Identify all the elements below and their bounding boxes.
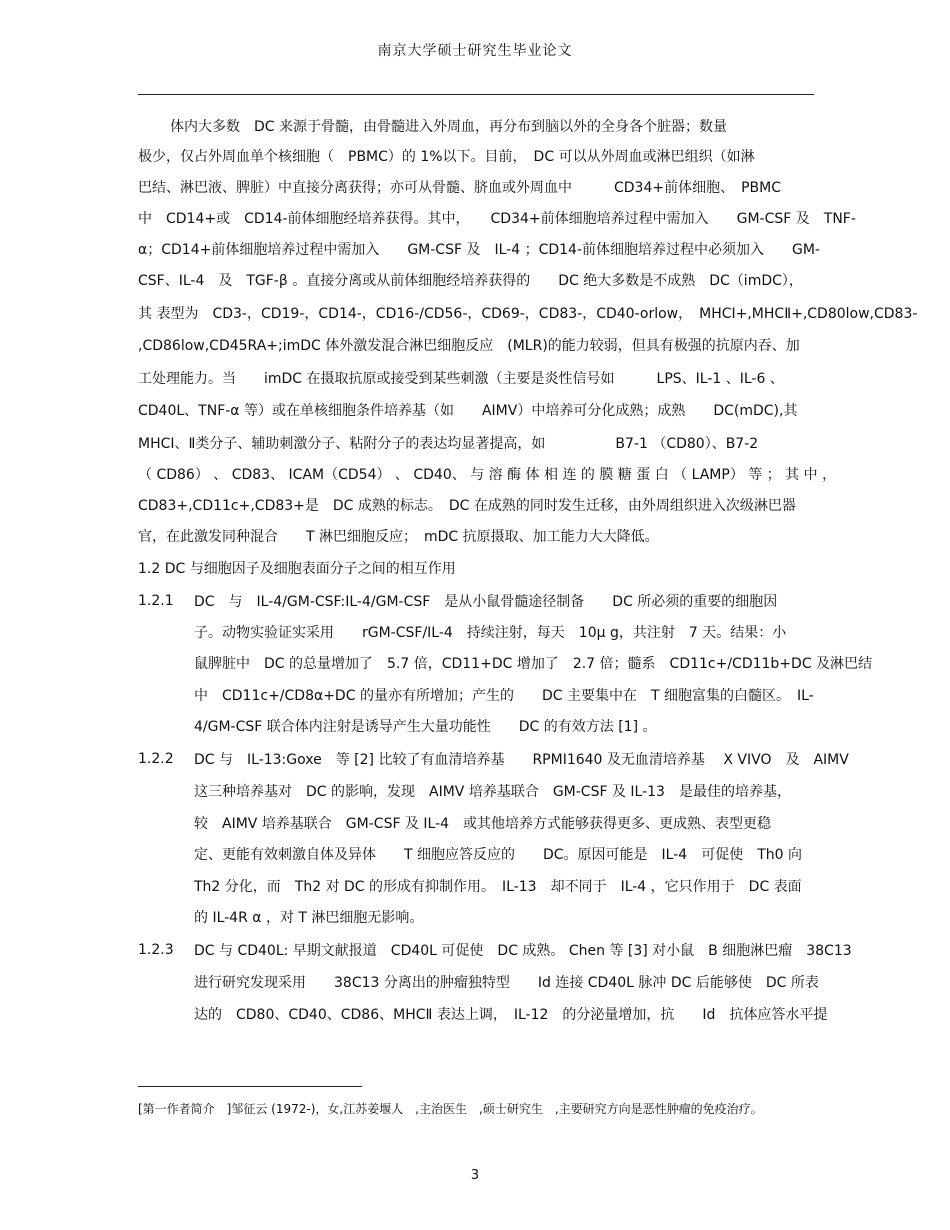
subsection-line: 定、更能有效刺激自体及异体 T 细胞应答反应的 DC。原因可能是 IL-4 可促使 Th0 向 — [194, 847, 802, 863]
subsection-line: 这三种培养基对 DC 的影响，发现 AIMV 培养基联合 GM-CSF 及 IL-13 是最佳的培养基， — [194, 784, 791, 800]
running-header: 南京大学硕士研究生毕业论文 — [377, 43, 573, 59]
subsection-line: 鼠脾脏中 DC 的总量增加了 5.7 倍，CD11+DC 增加了 2.7 倍；髓系 CD11c+/CD11b+DC 及淋巴结 — [194, 656, 873, 672]
paragraph-line: 工处理能力。当 imDC 在摄取抗原或接受到某些刺激（主要是炎性信号如 LPS、IL-1 、IL-6 、 — [138, 371, 784, 387]
header-rule — [138, 94, 814, 95]
subsection-line: DC 与 IL-4/GM-CSF:IL-4/GM-CSF 是从小鼠骨髓途径制备 DC 所必须的重要的细胞因 — [194, 594, 778, 610]
paragraph-line: 巴结、淋巴液、脾脏）中直接分离获得；亦可从骨髓、脐血或外周血中 CD34+前体细胞、 PBMC — [138, 180, 781, 196]
page-number: 3 — [470, 1168, 480, 1183]
paragraph-line: CD83+,CD11c+,CD83+是 DC 成熟的标志。 DC 在成熟的同时发生迁移，由外周组织进入次级淋巴器 — [138, 498, 796, 514]
paragraph-line: 其 表型为 CD3-，CD19-，CD14-，CD16-/CD56-，CD69-，CD83-，CD40-orlow， MHCⅠ+,MHCⅡ+,CD80low,CD83- — [138, 306, 918, 322]
footnote-rule — [138, 1086, 362, 1087]
paragraph-line: CD40L、TNF-α 等）或在单核细胞条件培养基（如 AIMV）中培养可分化成熟；成熟 DC(mDC),其 — [138, 403, 798, 419]
paragraph-line: 极少，仅占外周血单个核细胞（ PBMC）的 1%以下。目前， DC 可以从外周血或淋巴组织（如淋 — [138, 149, 755, 165]
subsection-line: 子。动物实验证实采用 rGM-CSF/IL-4 持续注射，每天 10μ g，共注射 7 天。结果：小 — [194, 625, 787, 641]
subsection-number: 1.2.1 — [138, 593, 174, 609]
paragraph-line: CSF、IL-4 及 TGF-β 。直接分离或从前体细胞经培养获得的 DC 绝大多数是不成熟 DC（imDC）， — [138, 273, 803, 289]
subsection-line: DC 与 IL-13:Goxe 等 [2] 比较了有血清培养基 RPMI1640 及无血清培养基 X VIVO 及 AIMV — [194, 752, 849, 768]
paragraph-line: MHCⅠ、Ⅱ类分子、辅助刺激分子、粘附分子的表达均显著提高，如 B7-1 （CD80）、B7-2 — [138, 436, 759, 452]
subsection-number: 1.2.2 — [138, 751, 174, 767]
subsection-line: 4/GM-CSF 联合体内注射是诱导产生大量功能性 DC 的有效方法 [1] 。 — [194, 719, 657, 735]
subsection-line: 达的 CD80、CD40、CD86、MHCⅡ 表达上调， IL-12 的分泌量增加，抗 Id 抗体应答水平提 — [194, 1007, 828, 1023]
paragraph-line: 体内大多数 DC 来源于骨髓，由骨髓进入外周血，再分布到脑以外的全身各个脏器；数量 — [170, 119, 728, 135]
subsection-line: 较 AIMV 培养基联合 GM-CSF 及 IL-4 或其他培养方式能够获得更多、更成熟、表型更稳 — [194, 816, 772, 832]
paragraph-line: 官，在此激发同种混合 T 淋巴细胞反应； mDC 抗原摄取、加工能力大大降低。 — [138, 529, 659, 545]
paragraph-line: （ CD86） 、 CD83、 ICAM（CD54） 、 CD40、 与 溶 酶 体 相 连 的 膜 糖 蛋 白 （ LAMP） 等 ； 其 中 ， — [138, 467, 837, 483]
paragraph-line: 中 CD14+或 CD14-前体细胞经培养获得。其中， CD34+前体细胞培养过程中需加入 GM-CSF 及 TNF- — [138, 211, 856, 227]
subsection-line: Th2 分化，而 Th2 对 DC 的形成有抑制作用。 IL-13 却不同于 IL-4 ，它只作用于 DC 表面 — [194, 879, 802, 895]
subsection-line: 的 IL-4R α ，对 T 淋巴细胞无影响。 — [194, 910, 424, 926]
paragraph-line: ,CD86low,CD45RA+;imDC 体外激发混合淋巴细胞反应 (MLR)的能力较弱，但具有极强的抗原内吞、加 — [138, 338, 800, 354]
subsection-line: DC 与 CD40L: 早期文献报道 CD40L 可促使 DC 成熟。 Chen 等 [3] 对小鼠 B 细胞淋巴瘤 38C13 — [194, 943, 852, 959]
section-heading: 1.2 DC 与细胞因子及细胞表面分子之间的相互作用 — [138, 561, 456, 577]
paragraph-line: α；CD14+前体细胞培养过程中需加入 GM-CSF 及 IL-4 ；CD14-前体细胞培养过程中必须加入 GM- — [138, 242, 820, 258]
subsection-line: 进行研究发现采用 38C13 分离出的肿瘤独特型 Id 连接 CD40L 脉冲 DC 后能够使 DC 所表 — [194, 975, 819, 991]
subsection-line: 中 CD11c+/CD8α+DC 的量亦有所增加；产生的 DC 主要集中在 T 细胞富集的白髓区。 IL- — [194, 688, 814, 704]
footnote: [第一作者简介 ]邹征云 (1972-)，女,江苏姜堰人 ,主治医生 ,硕士研究生 ,主要研究方向是恶性肿瘤的免疫治疗。 — [138, 1102, 763, 1116]
subsection-number: 1.2.3 — [138, 942, 174, 958]
